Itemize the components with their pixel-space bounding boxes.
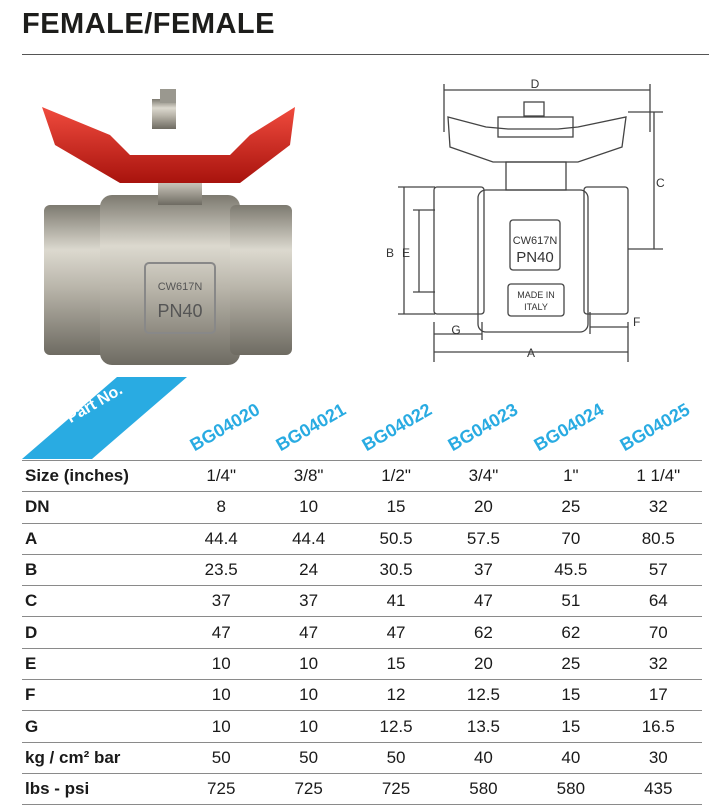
table-cell: 17 [615,680,702,711]
table-cell: 32 [615,492,702,523]
table-cell: 10 [178,648,265,679]
drawing-text-4: ITALY [524,302,548,312]
valve-body [100,195,240,365]
table-cell: 37 [440,554,527,585]
table-cell: 580 [527,773,614,804]
table-row [22,680,702,711]
table-cell: 50.5 [352,523,439,554]
row-label: D [22,617,178,648]
table-cell: 10 [265,492,352,523]
technical-drawing [378,72,678,372]
table-cell: 51 [527,586,614,617]
table-cell: 10 [178,711,265,742]
part-number-6: BG04025 [616,399,694,456]
row-label: F [22,680,178,711]
part-no-label: Part No. [64,381,126,427]
table-cell: 40 [527,742,614,773]
dim-label-c: C [656,176,665,190]
valve-photo [40,85,300,370]
part-number-2: BG04021 [272,399,350,456]
table-row [22,492,702,523]
table-cell: 50 [352,742,439,773]
table-cell: 1/4" [178,461,265,492]
table-cell: 37 [178,586,265,617]
table-cell: 41 [352,586,439,617]
table-cell: 15 [352,492,439,523]
dim-label-e: E [402,246,411,260]
table-cell: 8 [178,492,265,523]
table-row [22,617,702,648]
table-cell: 47 [440,586,527,617]
table-cell: 25 [527,492,614,523]
body-mark-2: PN40 [157,301,203,321]
table-cell: 12.5 [440,680,527,711]
table-cell: 64 [615,586,702,617]
table-cell: 44.4 [178,523,265,554]
table-cell: 3/8" [265,461,352,492]
row-label: Size (inches) [22,461,178,492]
table-cell: 62 [527,617,614,648]
table-cell: 24 [265,554,352,585]
table-cell: 435 [615,773,702,804]
table-cell: 47 [352,617,439,648]
drawing-text-3: MADE IN [517,290,555,300]
table-row [22,648,702,679]
table-cell: 57 [615,554,702,585]
table-row [22,773,702,804]
table-cell: 40 [440,742,527,773]
table-cell: 725 [352,773,439,804]
table-cell: 20 [440,648,527,679]
table-cell: 45.5 [527,554,614,585]
title-divider [22,54,709,55]
table-cell: 10 [265,680,352,711]
table-cell: 47 [265,617,352,648]
table-cell: 12 [352,680,439,711]
table-cell: 3/4" [440,461,527,492]
dim-label-b: B [386,246,395,260]
table-cell: 20 [440,492,527,523]
drawing-text-2: PN40 [516,249,554,266]
table-cell: 70 [615,617,702,648]
table-row [22,554,702,585]
table-cell: 44.4 [265,523,352,554]
part-number-3: BG04022 [358,399,436,456]
row-label: kg / cm² bar [22,742,178,773]
table-cell: 10 [265,648,352,679]
row-label: E [22,648,178,679]
table-cell: 1/2" [352,461,439,492]
table-row [22,742,702,773]
table-cell: 57.5 [440,523,527,554]
spec-table [22,460,702,805]
table-cell: 13.5 [440,711,527,742]
table-cell: 1 1/4" [615,461,702,492]
table-cell: 10 [265,711,352,742]
row-label: lbs - psi [22,773,178,804]
page-title: FEMALE/FEMALE [22,8,275,40]
row-label: A [22,523,178,554]
table-cell: 70 [527,523,614,554]
table-cell: 15 [527,680,614,711]
table-cell: 30.5 [352,554,439,585]
part-number-5: BG04024 [530,399,608,456]
part-number-1: BG04020 [186,399,264,456]
table-cell: 725 [178,773,265,804]
drawing-text-1: CW617N [512,235,558,247]
table-cell: 50 [265,742,352,773]
table-cell: 23.5 [178,554,265,585]
table-cell: 50 [178,742,265,773]
table-cell: 25 [527,648,614,679]
table-row [22,461,702,492]
dim-label-d: D [530,77,540,91]
table-cell: 12.5 [352,711,439,742]
table-cell: 62 [440,617,527,648]
dim-label-g: G [451,323,461,337]
table-cell: 47 [178,617,265,648]
table-cell: 580 [440,773,527,804]
table-cell: 37 [265,586,352,617]
table-cell: 10 [178,680,265,711]
table-cell: 15 [527,711,614,742]
table-row [22,523,702,554]
row-label: G [22,711,178,742]
dim-label-a: A [526,346,536,360]
table-row [22,586,702,617]
right-port [230,205,292,355]
dim-label-f: F [633,315,641,329]
row-label: B [22,554,178,585]
table-cell: 15 [352,648,439,679]
part-number-4: BG04023 [444,399,522,456]
table-cell: 1" [527,461,614,492]
table-cell: 16.5 [615,711,702,742]
table-cell: 32 [615,648,702,679]
table-row [22,711,702,742]
row-label: C [22,586,178,617]
row-label: DN [22,492,178,523]
table-cell: 725 [265,773,352,804]
body-mark-1: CW617N [157,281,203,293]
table-cell: 80.5 [615,523,702,554]
table-cell: 30 [615,742,702,773]
